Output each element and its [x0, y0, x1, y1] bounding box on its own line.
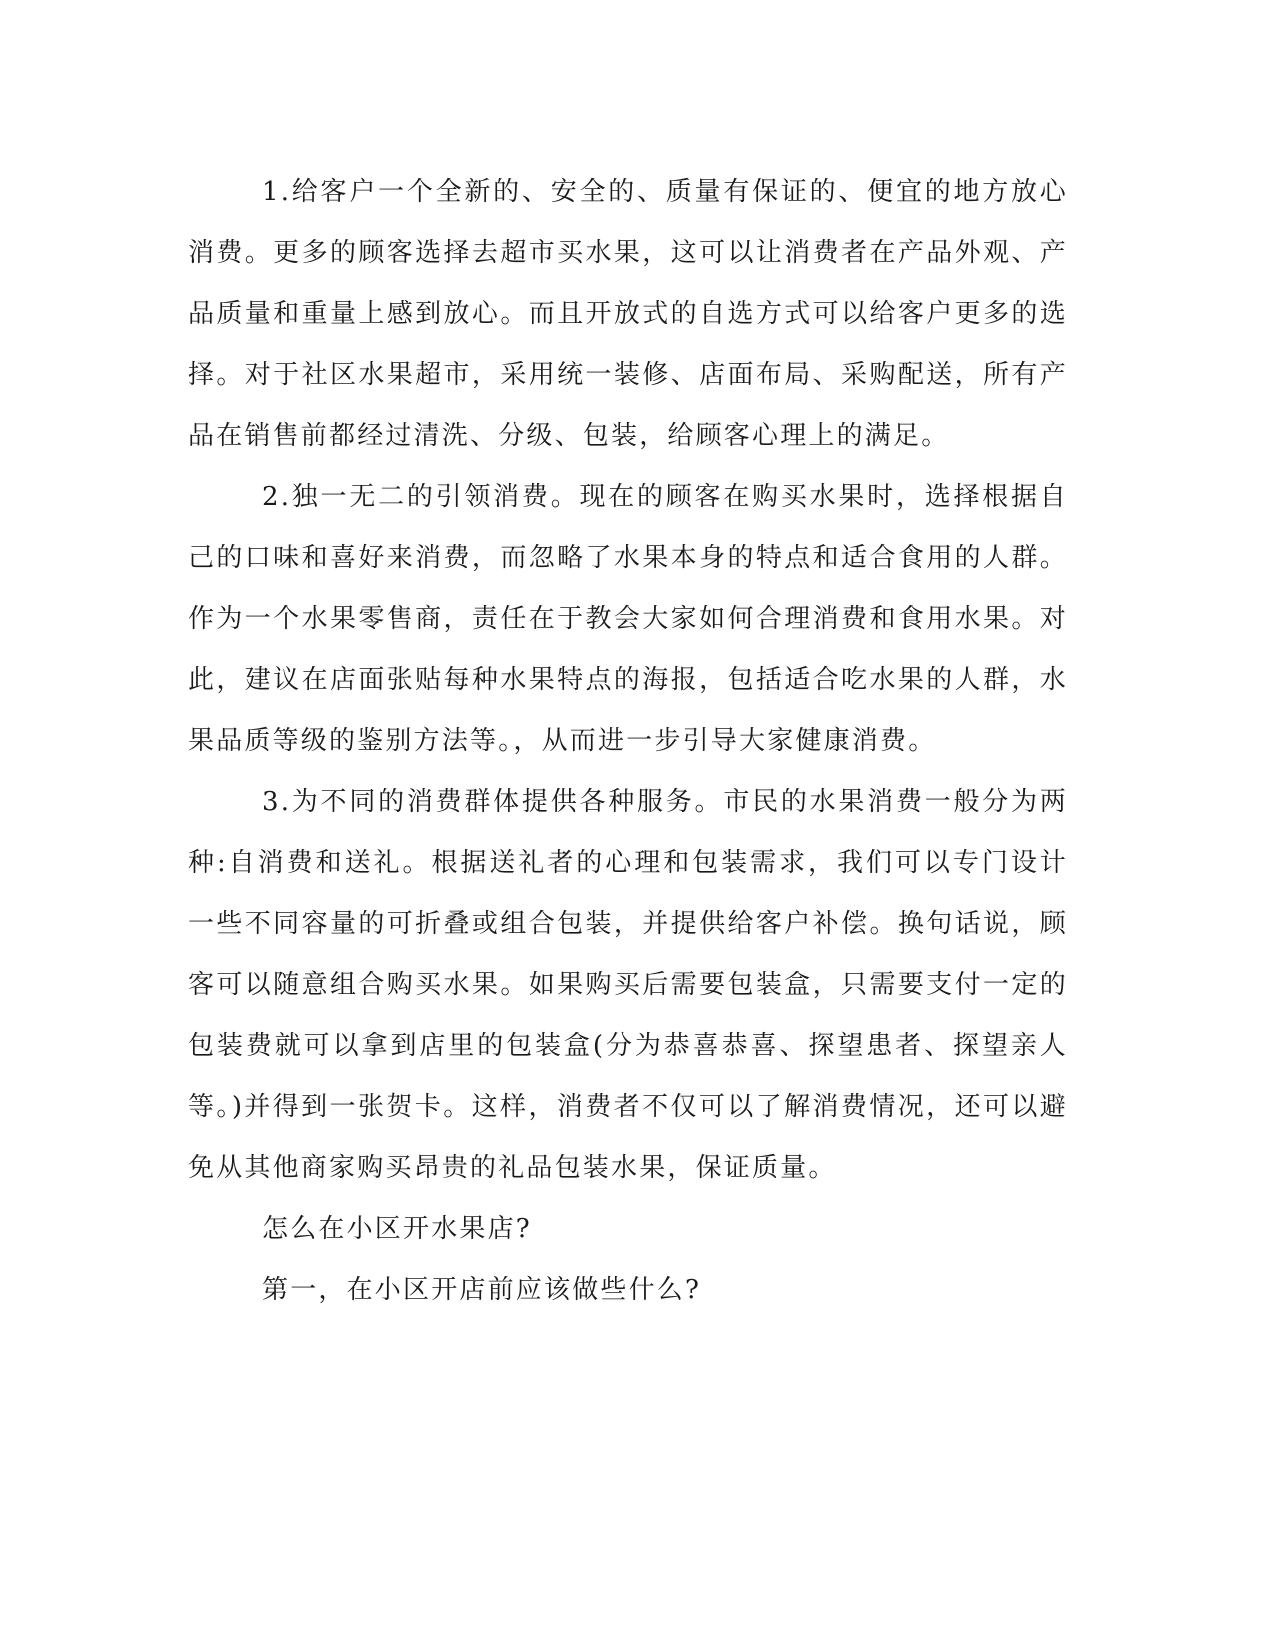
subsection-heading-first: 第一，在小区开店前应该做些什么?: [262, 1275, 702, 1305]
document-body: [188, 162, 1068, 1321]
paragraph-advantage-3: 3.为不同的消费群体提供各种服务。市民的水果消费一般分为两种:自消费和送礼。根据送礼者的心理和包装需求，我们可以专门设计一些不同容量的可折叠或组合包装，并提供给客户补偿。换句话说，顾客可以随意组合购买水果。如果购买后需要包装盒，只需要支付一定的包装费就可以拿到店里的包装盒(分为恭喜恭喜、探望患者、探望亲人等。)并得到一张贺卡。这样，消费者不仅可以了解消费情况，还可以避免从其他商家购买昂贵的礼品包装水果，保证质量。: [188, 787, 1068, 1183]
section-heading-question: 怎么在小区开水果店?: [262, 1214, 532, 1244]
paragraph-advantage-2: 2.独一无二的引领消费。现在的顾客在购买水果时，选择根据自己的口味和喜好来消费，而忽略了水果本身的特点和适合食用的人群。作为一个水果零售商，责任在于教会大家如何合理消费和食用水果。对此，建议在店面张贴每种水果特点的海报，包括适合吃水果的人群，水果品质等级的鉴别方法等。，从而进一步引导大家健康消费。: [188, 482, 1068, 756]
paragraph-advantage-1: 1.给客户一个全新的、安全的、质量有保证的、便宜的地方放心消费。更多的顾客选择去超市买水果，这可以让消费者在产品外观、产品质量和重量上感到放心。而且开放式的自选方式可以给客户更多的选择。对于社区水果超市，采用统一装修、店面布局、采购配送，所有产品在销售前都经过清洗、分级、包装，给顾客心理上的满足。: [188, 177, 1068, 451]
